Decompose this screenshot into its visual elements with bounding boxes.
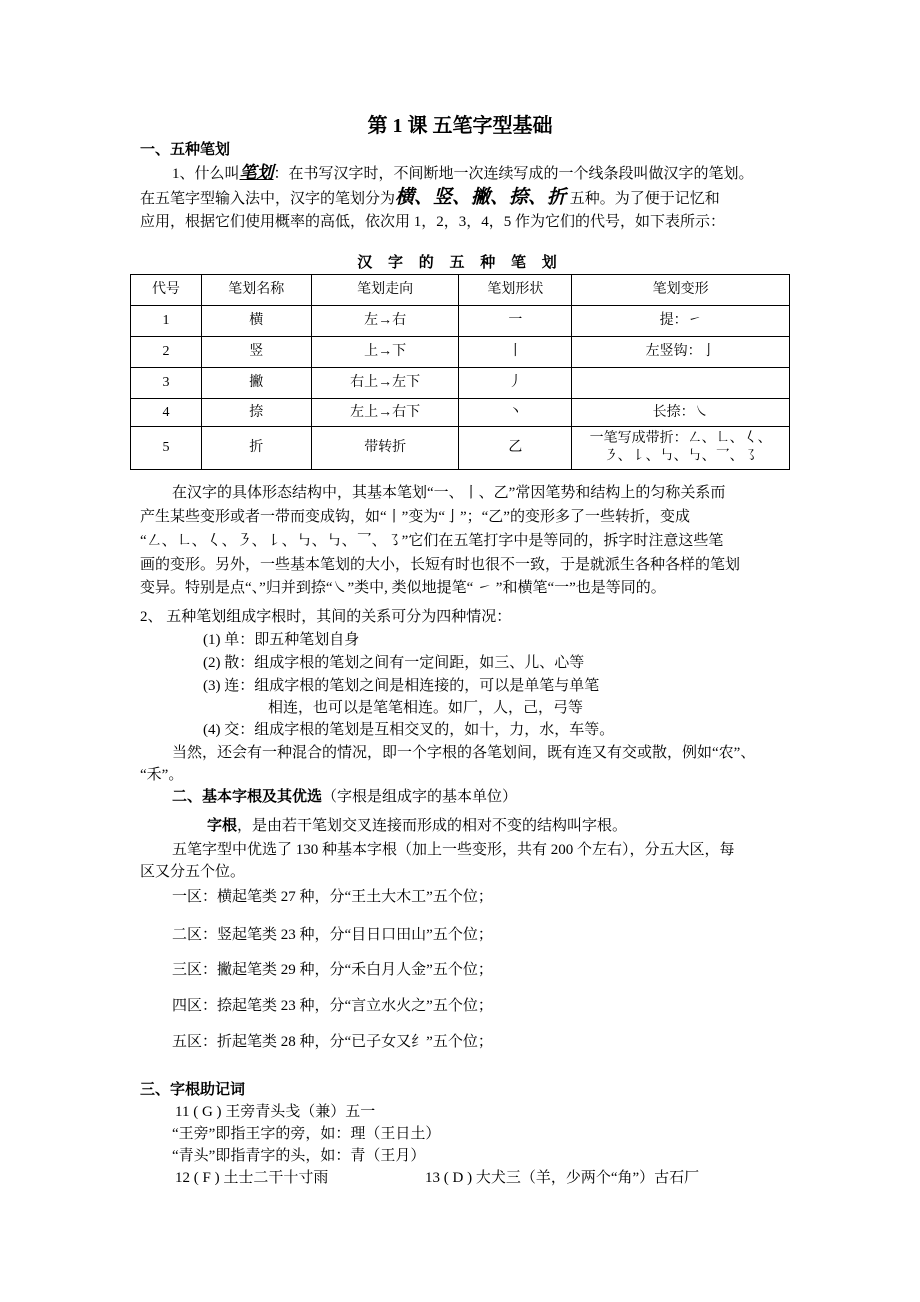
cell: 3 [131,368,202,399]
list-item: 相连，也可以是笔笔相连。如厂，人，己，弓等 [268,700,584,716]
paragraph-line: 2、 五种笔划组成字根时，其间的关系可分为四种情况： [140,609,512,625]
header-cell: 笔划形状 [459,275,572,306]
text: 1、什么叫 [172,166,240,182]
cell: 竖 [201,337,311,368]
paragraph-line: 在汉字的具体形态结构中，其基本笔划“一、丨、乙”常因笔势和结构上的匀称关系而 [172,485,726,501]
strokes-table [130,274,790,470]
cell: 丿 [459,368,572,399]
heading-note: （字根是组成字的基本单位） [322,789,518,805]
table-row [131,368,790,399]
paragraph-line: 变异。特别是点“、”归并到捺“㇏”类中, 类似地提笔“ ㇀ ”和横笔“一”也是等同的。 [140,580,666,596]
mnemonic-line: 12 ( F ) 土士二干十寸雨 [175,1170,329,1186]
list-item: (2) 散：组成字根的笔划之间有一定间距，如三、儿、心等 [203,655,585,671]
zone-line: 一区：横起笔类 27 种，分“王土大木工”五个位； [172,889,493,905]
mnemonic-line: 13 ( D ) 大犬三（羊，少两个“角”）古石厂 [425,1170,700,1186]
zone-line: 四区：捺起笔类 23 种，分“言立水火之”五个位； [172,998,493,1014]
table-row [131,337,790,368]
table-caption: 汉 字 的 五 种 笔 划 [357,255,563,271]
mnemonic-line: “青头”即指青字的头，如：青（王月） [172,1148,426,1164]
section-heading [172,787,517,807]
table-row [131,306,790,337]
cell: 左→右 [311,306,459,337]
cell: 一笔写成带折：㇜、㇗、𡿨、 ㇋、㇙、㇉、㇉、乛、㇌ [572,427,790,470]
cell: 5 [131,427,202,470]
paragraph-line: 画的变形。另外，一些基本笔划的大小，长短有时也很不一致，于是就派生各种各样的笔划 [140,557,741,573]
zone-line: 三区：撇起笔类 29 种，分“禾白月人金”五个位； [172,962,493,978]
section-heading: 三、字根助记词 [140,1082,246,1098]
cell: 左竖钩：亅 [572,337,790,368]
cell: 上→下 [311,337,459,368]
cell: 1 [131,306,202,337]
paragraph-line: “禾”。 [140,767,184,783]
list-item: (1) 单：即五种笔划自身 [203,632,360,648]
paragraph-line: “㇜、㇗、𡿨、㇋、㇙、㇉、㇉、乛、㇌”它们在五笔打字中是等同的，拆字时注意这些笔 [140,533,724,549]
heading-text: 二、基本字根及其优选 [172,789,323,805]
paragraph-line [172,163,754,184]
cell: 捺 [201,399,311,427]
paragraph-line: 五笔字型中优选了 130 种基本字根（加上一些变形，共有 200 个左右），分五大区，每 [172,842,735,858]
table-row [131,399,790,427]
cell: 4 [131,399,202,427]
stroke-names: 横、竖、撇、捺、折 [395,187,567,208]
cell: 折 [201,427,311,470]
section-heading: 一、五种笔划 [140,142,231,158]
mnemonic-line: 11 ( G ) 王旁青头戋（兼）五一 [175,1104,376,1120]
cell: 长捺：㇏ [572,399,790,427]
cell: 带转折 [311,427,459,470]
cell: 2 [131,337,202,368]
header-cell: 笔划变形 [572,275,790,306]
paragraph-line: 当然，还会有一种混合的情况，即一个字根的各笔划间，既有连又有交或散，例如“农”、 [172,745,756,761]
table-header-row [131,275,790,306]
cell: 丶 [459,399,572,427]
cell: 右上→左下 [311,368,459,399]
cell: 横 [201,306,311,337]
cell: 提：㇀ [572,306,790,337]
cell: 乙 [459,427,572,470]
mnemonic-line: “王旁”即指王字的旁，如：理（王日土） [172,1126,441,1142]
paragraph-line: 区又分五个位。 [140,864,246,880]
paragraph-line [207,816,627,836]
zone-line: 二区：竖起笔类 23 种，分“目日口田山”五个位； [172,927,493,943]
page-title: 第 1 课 五笔字型基础 [367,115,553,137]
cell: 左上→右下 [311,399,459,427]
list-item: (3) 连：组成字根的笔划之间是相连接的，可以是单笔与单笔 [203,678,600,694]
cell [572,368,790,399]
paragraph-line: 产生某些变形或者一带而变成钩，如“丨”变为“亅”；“乙”的变形多了一些转折，变成 [140,509,690,525]
cell: 撇 [201,368,311,399]
zone-line: 五区：折起笔类 28 种，分“已子女又纟”五个位； [172,1034,493,1050]
paragraph-line: 应用，根据它们使用概率的高低，依次用 1，2，3，4，5 作为它们的代号，如下表所示： [140,214,726,230]
text: 五种。为了便于记忆和 [566,191,720,207]
table-row [131,427,790,470]
header-cell: 笔划走向 [311,275,459,306]
cell: 一 [459,306,572,337]
text: ：在书写汉字时，不间断地一次连续写成的一个线条段叫做汉字的笔划。 [273,166,754,182]
keyword: 笔划 [239,163,274,182]
text: ，是由若干笔划交叉连接而形成的相对不变的结构叫字根。 [237,818,628,834]
header-cell: 代号 [131,275,202,306]
cell: 丨 [459,337,572,368]
keyword: 字根 [207,818,238,834]
paragraph-line [140,188,720,209]
header-cell: 笔划名称 [201,275,311,306]
list-item: (4) 交：组成字根的笔划是互相交叉的，如十，力，水，车等。 [203,722,615,738]
text: 在五笔字型输入法中，汉字的笔划分为 [140,191,396,207]
